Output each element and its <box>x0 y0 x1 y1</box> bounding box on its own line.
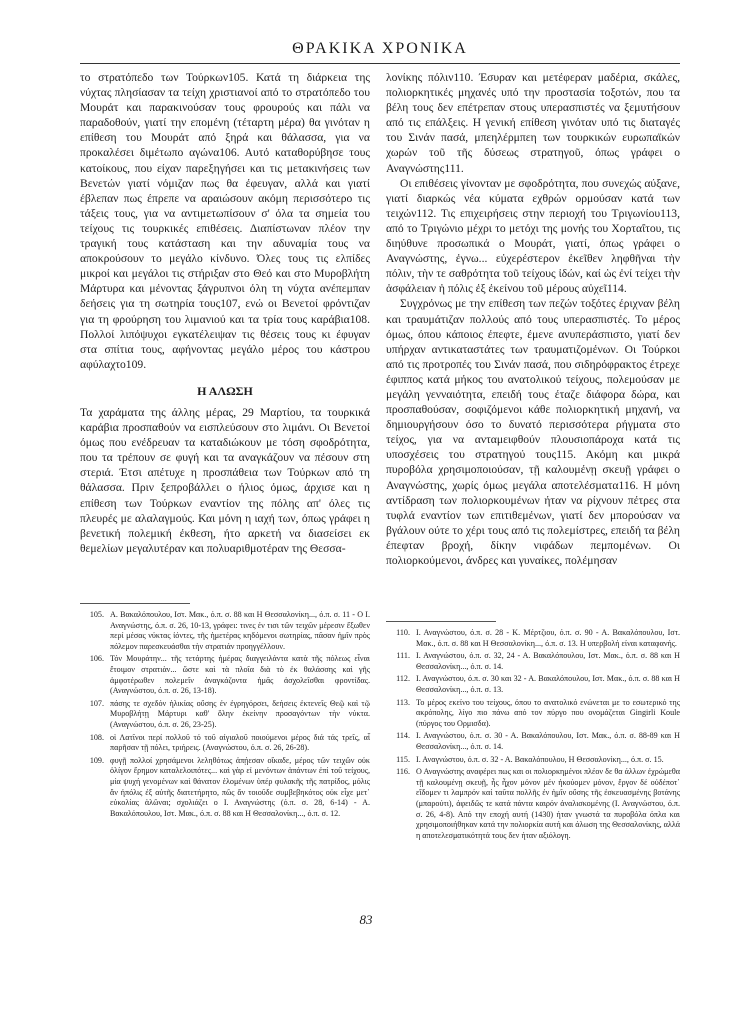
footnote <box>386 651 680 672</box>
footnote-rule-right <box>386 621 496 622</box>
right-column <box>386 70 680 568</box>
footnote-text: Τόν Μουράτην... τῆς τετάρτης ἡμέρας διαγγειλάντα κατὰ τῆς πόλεως εἶναι ἔτοιμον στρατιὰν... ὥστε καὶ τὰ πλοῖα διὰ τὸ ἐκ θαλάσσης καὶ γῆς ἀμφοτέρωθεν πολεμεῖν ἀναγκάζοντα ἡμᾶς ἀσχολεῖσθαι φροντίδας. (Αναγνώστου, ό.π. σ. 26, 13-18). <box>110 654 370 696</box>
footnote-text: πάσης τε σχεδόν ἡλικίας οὔσης ἐν ἐγρηγόρσει, δεήσεις ἐκτενεῖς Θεῷ καὶ τῷ Μυροβλήτῃ Μάρτυρι καθ' ὅλην ἐκείνην προσαγόντων τὴν νύκτα. (Αναγνώστου, ό.π. σ. 26, 23-25). <box>110 698 370 729</box>
header-rule <box>80 63 680 64</box>
paragraph: Συγχρόνως με την επίθεση των πεζών τοξότες έριχναν βέλη και τραυμάτιζαν πολλούς από τους υπερασπιστές. Το μέρος όμως, όπου κάποιος έπεφτε, έμενε ανυπεράσπιστο, γιατί δεν υπήρχαν αντικαταστάτες των τραυματιζομένων. Οι Τούρκοι από τις προτροπές του Σινάν πασά, που σιδηρόφρακτος έτρεχε έφιππος κατά μήκος του ανατολικού τείχους, πολεμούσαν με μεγάλη γενναιότητα, επειδή τους έταζε διάφορα δώρα, και προσπαθούσαν, σοφιζόμενοι κάθε πολιορκητική μηχανή, να δημιουργήσουν όσο το δυνατό περισσότερα ρήγματα στο τείχος, για να ανταμειφθούν πλουσιοπάροχα κατά τις υποσχέσεις του στρατηγού τους115. Ακόμη και μικρά πυροβόλα χρησιμοποιούσαν, τῇ καλουμένῃ σκευῇ γράφει ο Αναγνώστης, χωρίς όμως μεγάλα αποτελέσματα116. Η μόνη αντίδραση των πολιορκουμένων ήταν να ρίχνουν πέτρες στα τυφλά εναντίον των επιτιθεμένων, γιατί δεν μπορούσαν να βγάλουν ούτε το χέρι τους από τις πολεμίστρες, επειδή τα βέλη έπεφταν βροχή, δίκην νιφάδων πεμπομένων. Οι πολιορκούμενοι, άνδρες και γυναίκες, πολέμησαν <box>386 297 680 567</box>
paragraph: λονίκης πόλιν110. Έσυραν και μετέφεραν μαδέρια, σκάλες, πολιορκητικές μηχανές υπό την προστασία τοξοτών, που τα βέλη τους δεν επέτρεπαν στους υπερασπιστές να ξεμυτήσουν από τις επάλξεις. Η γενική επίθεση γινόταν υπό τις διαταγές του Σινάν πασά, μπεηλέρμπεη των τουρκικών ευρωπαϊκών χωρών τοῦ τῆς δύσεως στρατηγοῦ, όπως γράφει ο Αναγνώστης111. <box>386 71 680 175</box>
footnote-number: 113. <box>396 697 410 707</box>
footnote-rule-left <box>80 603 190 604</box>
footnote-number: 112. <box>396 674 410 684</box>
footnote <box>386 698 680 730</box>
footnote-text: Α. Βακαλόπουλου, Ιστ. Μακ., ό.π. σ. 88 και Η Θεσσαλονίκη..., ό.π. σ. 11 - Ο Ι. Αναγνώστης, ό.π. σ. 26, 10-13, γράφει: τινες ἐν τισι τῶν τειχῶν μέρεσιν ἔξωθεν περί μέσας νύκτας ἰόντες, τῆς ἡμετέρας κηδόμενοι σωτηρίας, πᾶσαν ἡμῖν πρὸς πόλεμον παρεσκευάσθαι τὴν στρατιάν προηγγέλλουν. <box>110 610 370 651</box>
page-number: 83 <box>359 912 373 927</box>
footnote-text: οἱ Λατῖνοι περί πολλοῦ τό τοῦ αἰγιαλοῦ ποιούμενοι μέρος διά τάς τρεῖς, αἷ παρῆσαν τῇ πόλει, τριήρεις. (Αναγνώστου, ό.π. σ. 26, 26-28). <box>110 732 370 753</box>
running-header: ΘΡΑΚΙΚΑ ΧΡΟΝΙΚΑ <box>292 40 468 57</box>
footnote <box>80 756 370 820</box>
footnote-text: Ι. Αναγνώστου, ό.π. σ. 32 - Α. Βακαλόπουλου, Η Θεσσαλονίκη..., ό.π. σ. 15. <box>416 754 664 764</box>
footnote <box>386 674 680 695</box>
footnote-number: 108. <box>89 732 104 742</box>
footnote-number: 106. <box>89 654 104 664</box>
paragraph: το στρατόπεδο των Τούρκων105. Κατά τη διάρκεια της νύχτας πλησίασαν τα τείχη χριστιανοί από το στρατόπεδο του Μουράτ και παρακινούσαν τους φρουρούς και πάλι να παραδοθούν, γιατί την επομένη (τέταρτη μέρα) θα γινόταν η επίθεση του Μουράτ από ξηρά και θάλασσα, για να προκαλέσει διμέτωπο αγώνα106. Αυτό καταθορύβησε τους κατοίκους, που είχαν παρεξηγήσει και τις μετακινήσεις των Βενετών γιατί νόμιζαν πως θα έφευγαν, αλλά και γιατί έβλεπαν πως έπρεπε να αραιώσουν ακόμη περισσότερο τις τάξεις τους, για να αντιμετωπίσουν σ' όλα τα σημεία του τείχους τις τουρκικές επιθέσεις. Διαπίστωναν πλέον την τραγική τους κατάσταση και την αδυναμία τους να αποκρούσουν το μεγάλο κίνδυνο. Όλες τους τις ελπίδες μικροί και μεγάλοι τις στήριξαν στο Θεό και στο Μυροβλήτη Μάρτυρα και μένοντας ξάγρυπνοι όλη τη νύχτα ανέπεμπαν δεήσεις για τη σωτηρία τους107, ενώ οι Βενετοί φρόντιζαν για τη φρούρηση του λιμανιού και τα τρία τους καράβια108. Πολλοί λιπόψυχοι εγκατέλειψαν τις θέσεις τους κι έφυγαν στα σπίτια τους, αφήνοντας μεγάλο μέρος του κάστρου αφύλαχτο109. <box>80 71 370 371</box>
left-column <box>80 70 370 556</box>
footnote <box>80 654 370 696</box>
footnote-number: 111. <box>396 651 410 661</box>
footnote <box>80 699 370 731</box>
section-title: Η ΑΛΩΣΗ <box>197 383 253 398</box>
footnote <box>386 731 680 752</box>
footnote-text: Ι. Αναγνώστου, ό.π. σ. 30 - Α. Βακαλόπουλου, Ιστ. Μακ., ό.π. σ. 88-89 και Η Θεσσαλονίκη..., ό.π. σ. 14. <box>416 731 680 751</box>
footnote <box>80 610 370 652</box>
footnote-number: 110. <box>396 628 410 637</box>
footnote-number: 109. <box>89 755 104 765</box>
footnotes-right <box>386 628 680 843</box>
footnotes-left <box>80 610 370 821</box>
footnote-number: 116. <box>396 767 410 777</box>
footnote <box>80 733 370 754</box>
footnote-number: 107. <box>89 698 104 708</box>
footnote <box>386 755 680 766</box>
footnote-number: 105. <box>89 610 104 619</box>
footnote-text: Ι. Αναγνώστου, ό.π. σ. 28 - Κ. Μέρτζιου, ό.π. σ. 90 - Α. Βακαλόπουλου, Ιστ. Μακ., ό.π. σ. 88 και Η Θεσσαλονίκη..., ό.π. σ. 13. Η υπερβολή είναι καταφανής. <box>416 628 680 648</box>
paragraph: Τα χαράματα της άλλης μέρας, 29 Μαρτίου, τα τουρκικά καράβια προσπαθούν να εισπλεύσουν στο λιμάνι. Οι Βενετοί όμως που ενέδρευαν τα καταδιώκουν με τόση σφοδρότητα, που τα τρέπουν σε φυγή και τα αναγκάζουν να πέσουν στη στεριά. Έτσι απέτυχε η προσπάθεια των Τούρκων από τη θάλασσα. Πριν ξεπροβάλλει ο ήλιος όμως, άρχισε και η επίθεση των Τούρκων εναντίον της πόλης απ' όλες τις πλευρές με αλαλαγμούς. Και μόνη η ιαχή των, όπως γράφει η βενετική πολεμική έκθεση, ήτο αρκετή να διασείσει εκ θεμελίων μεγαλυτέραν και πολυαριθμοτέραν της Θεσσα- <box>80 405 370 555</box>
footnote-text: Ι. Αναγνώστου, ό.π. σ. 32, 24 - Α. Βακαλόπουλου, Ιστ. Μακ., ό.π. σ. 88 και Η Θεσσαλονίκη..., ό.π. σ. 14. <box>416 651 680 671</box>
footnote <box>386 767 680 841</box>
footnote-text: Ο Αναγνώστης αναφέρει πως και οι πολιορκημένοι πλέον δε θα άλλων ἐχρώμεθα τῇ καλουμένῃ σκευῇ, ἧς ἦχον μόνον μέν ἠκούομεν μόνον, ἔργον δέ οὐδέποτ᾽ εἴδομεν τι λαμπρόν καί ταῦτα πολλῆς ἐν ἡμῖν οὔσης τῆς ἐσκευασμένης βοτάνης (μπαρούτι), ἀφειδῶς τε κατά πάντα καιρόν ἀναλισκομένης (Ι. Αναγνώστου, ό.π. σ. 26, 4-8). Από την εποχή αυτή (1430) ήταν γνωστά τα πυροβόλα όπλα και χρησιμοποιήθηκαν κατά την πολιορκία αυτή και άλωση της Θεσσαλονίκης, αλλά η αποτελεσματικότητά τους δεν ήταν αξιόλογη. <box>416 767 680 840</box>
footnote-number: 115. <box>396 754 410 764</box>
footnote-text: Το μέρος εκείνο του τείχους, όπου το ανατολικό ενώνεται με το εσωτερικό της ακρόπολης, λίγο πιο πάνω από τον πύργο που ονομάζεται Gingirli Koule (πύργος του Ορμισδα). <box>416 697 680 728</box>
footnote <box>386 628 680 649</box>
paragraph: Οι επιθέσεις γίνονταν με σφοδρότητα, που συνεχώς αύξανε, γιατί διαρκώς νέα κύματα εχθρών ορμούσαν κατά των τειχών112. Τις επιχειρήσεις στην περιοχή του Τριγωνίου113, από το Τριγώνιο μέχρι το μετόχι της μονής του Χορταΐτου, τις διηύθυνε προσωπικά ο Μουράτ, γιατί, όπως γράφει ο Αναγνώστης, ἐγνω... εὐχερέστερον ἐκεῖθεν ληφθῆναι τὴν πόλιν, τὴν τε σαθρότητα τοῦ τείχους ἰδών, καί ὡς ἐνί τείχει τὴν ἀσφάλειαν ἡ πόλις ἐξ ἐκείνου τοῦ μέρους αὐχεῖ114. <box>386 176 680 296</box>
footnote-text: Ι. Αναγνώστου, ό.π. σ. 30 και 32 - Α. Βακαλόπουλου, Ιστ. Μακ., ό.π. σ. 88 και Η Θεσσαλονίκη..., ό.π. σ. 13. <box>416 674 680 694</box>
footnote-text: φυγῇ πολλοί χρησάμενοι λεληθότως ἀπῄεσαν οἴκαδε, μέρος τῶν τειχῶν οὐκ ὀλίγον ἔρημον καταλελοιπότες... καὶ γὰρ εἰ μενόντων ἁπάντων ἐπί τοῦ τείχους, μία ψυχή γενομένων καὶ θάνατον ἑλομένων ὑπέρ φυλακῆς τῆς πατρίδος, μόλις ἄν ἠπόλις ἐξ αὐτῆς διατετήρητο, πῶς ἄν τοιοῦδε συμβεβηκότος οὐκ εἶχε μετ᾽ εὐκολίας ἁλῶναι; σχολιάζει ο Ι. Αναγνώστης (ό.π. σ. 28, 6-14) - Α. Βακαλόπουλου, Ιστ. Μακ., ό.π. σ. 88 και Η Θεσσαλονίκη..., ό.π. σ. 12. <box>110 755 370 818</box>
footnote-number: 114. <box>396 731 410 741</box>
